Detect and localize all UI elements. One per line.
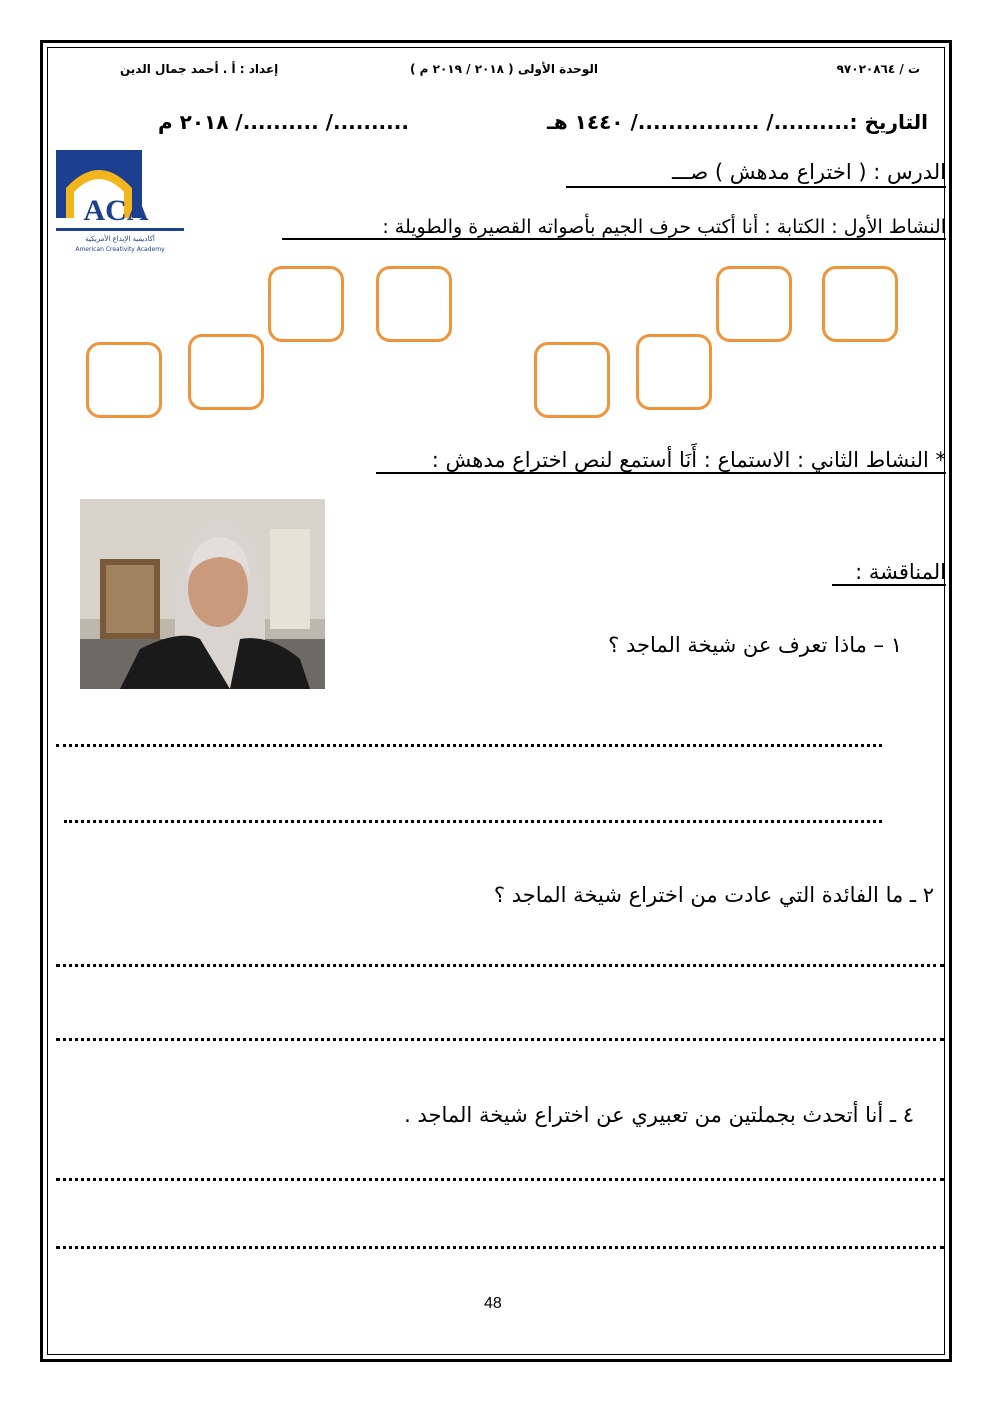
writing-box[interactable] — [636, 334, 712, 410]
writing-box[interactable] — [376, 266, 452, 342]
answer-line[interactable] — [56, 1038, 944, 1041]
question-1: ١ – ماذا تعرف عن شيخة الماجد ؟ — [608, 633, 902, 657]
writing-box[interactable] — [534, 342, 610, 418]
question-2: ٢ ـ ما الفائدة التي عادت من اختراع شيخة الماجد ؟ — [493, 883, 934, 907]
logo-arabic-name: أكاديمية الإبداع الأمريكية — [85, 235, 155, 243]
header-author: إعداد : أ . أحمد جمال الدين — [120, 62, 279, 76]
date-gregorian: ........../ ........../ ٢٠١٨ م — [158, 110, 409, 134]
page-number: 48 — [484, 1295, 502, 1312]
answer-line[interactable] — [56, 1178, 944, 1181]
answer-line[interactable] — [64, 820, 882, 823]
aca-logo-icon — [56, 150, 184, 256]
header-unit: الوحدة الأولى ( ٢٠١٨ / ٢٠١٩ م ) — [410, 62, 598, 76]
writing-box[interactable] — [86, 342, 162, 418]
logo-letters: ACA — [83, 194, 149, 227]
aca-logo — [56, 150, 184, 256]
date-hijri: التاريخ :........../ ................/ ١٤٤٠ هـ — [546, 110, 928, 134]
activity1-title: النشاط الأول : الكتابة : أنا أكتب حرف الجيم بأصواته القصيرة والطويلة : — [282, 216, 946, 240]
person-photo — [80, 499, 325, 689]
question-3: ٤ ـ أنا أتحدث بجملتين من تعبيري عن اختراع شيخة الماجد . — [404, 1103, 914, 1127]
activity2-title: * النشاط الثاني : الاستماع : أَنَا أستمع لنص اختراع مدهش : — [376, 448, 946, 474]
logo-english-name: American Creativity Academy — [75, 246, 165, 253]
writing-box[interactable] — [716, 266, 792, 342]
discussion-title: المناقشة : — [832, 560, 946, 586]
answer-line[interactable] — [56, 964, 944, 967]
header-phone: ت / ٩٧٠٢٠٨٦٤ — [836, 62, 920, 76]
answer-line[interactable] — [56, 1246, 944, 1249]
writing-box[interactable] — [822, 266, 898, 342]
lesson-title: الدرس : ( اختراع مدهش ) صـــ — [566, 160, 946, 188]
writing-box[interactable] — [268, 266, 344, 342]
answer-line[interactable] — [56, 744, 882, 747]
writing-box[interactable] — [188, 334, 264, 410]
